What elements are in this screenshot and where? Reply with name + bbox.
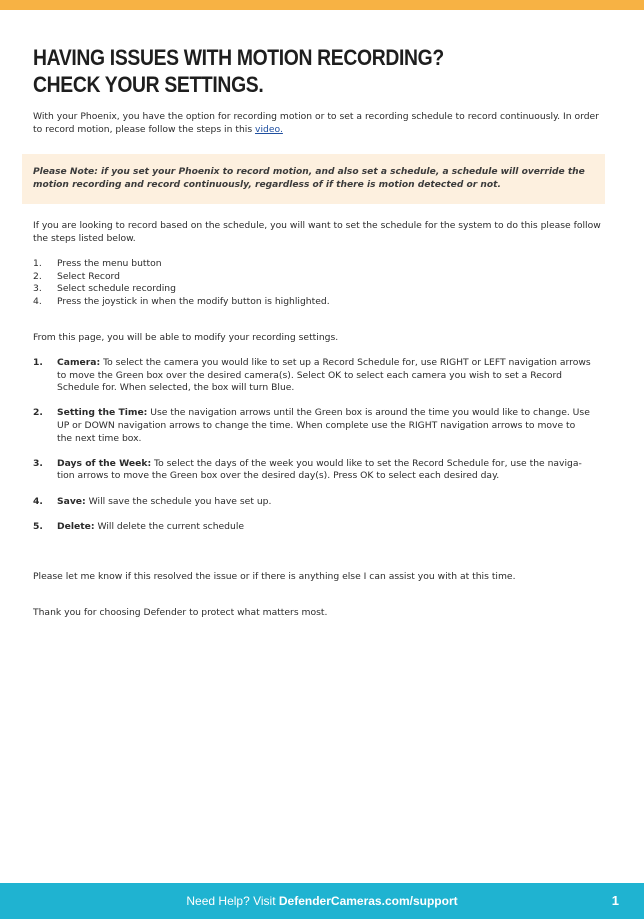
step-number: 4. [33, 295, 42, 307]
note-callout [22, 154, 605, 204]
steps-list [33, 258, 593, 308]
setting-number: 2. [33, 407, 43, 419]
top-accent-bar [0, 0, 644, 10]
intro-paragraph [33, 111, 611, 136]
list-item [33, 271, 593, 284]
schedule-intro-paragraph: If you are looking to record based on the schedule, you will want to set the schedule for the system to do this please follow the steps listed below. [33, 220, 601, 244]
list-item [33, 496, 593, 509]
settings-intro-paragraph: From this page, you will be able to modify your recording settings. [33, 332, 339, 343]
setting-text: To select the days of the week you would like to set the Record Schedule for, use the naviga-tion arrows to move the Green box over the desired day(s). Press OK to select each desired day. [57, 457, 582, 482]
step-text: Press the menu button [57, 258, 162, 269]
list-item [33, 296, 593, 309]
list-item [33, 458, 593, 483]
list-item [33, 407, 593, 445]
setting-number: 1. [33, 357, 43, 368]
setting-number: 3. [33, 457, 43, 469]
list-item [33, 357, 593, 395]
page-number: 1 [611, 893, 619, 908]
step-number: 2. [33, 270, 42, 282]
video-link[interactable]: video. [255, 123, 283, 135]
setting-text: To select the camera you would like to set up a Record Schedule for, use RIGHT or LEFT navigation arrows to move the Green box over the desired camera(s). Select OK to select each camera you wish to set a Record Schedule for. When selected, the box will turn Blue. [57, 357, 591, 394]
closing-paragraph: Please let me know if this resolved the issue or if there is anything else I can assist you with at this time. [33, 571, 516, 582]
list-item [33, 521, 593, 534]
setting-term: Save: [57, 495, 86, 507]
list-item [33, 283, 593, 296]
footer-help-text [0, 894, 644, 908]
setting-term: Days of the Week: [57, 457, 152, 469]
setting-term: Delete: [57, 520, 95, 532]
setting-term: Camera: [57, 357, 101, 368]
setting-number: 5. [33, 520, 43, 532]
page-title-line-2: CHECK YOUR SETTINGS. [33, 72, 264, 97]
thanks-paragraph: Thank you for choosing Defender to protect what matters most. [33, 607, 328, 618]
footer-bar [0, 883, 644, 919]
step-number: 3. [33, 283, 42, 295]
intro-text: With your Phoenix, you have the option for recording motion or to set a recording schedule to record continuously. In order to record motion, please follow the steps in this [33, 111, 599, 135]
step-number: 1. [33, 258, 42, 269]
setting-text: Will delete the current schedule [94, 520, 245, 532]
step-text: Select schedule recording [57, 283, 176, 295]
setting-term: Setting the Time: [57, 407, 148, 419]
footer-lead: Need Help? Visit [186, 894, 279, 908]
list-item [33, 258, 593, 271]
setting-number: 4. [33, 495, 43, 507]
page-title [33, 44, 515, 98]
settings-list [33, 357, 593, 546]
step-text: Press the joystick in when the modify button is highlighted. [57, 295, 330, 307]
step-text: Select Record [57, 270, 121, 282]
note-text: Please Note: if you set your Phoenix to record motion, and also set a schedule, a schedule will override the motion recording and record continuously, regardless of if there is motion detected or not. [33, 167, 585, 191]
page-title-line-1: HAVING ISSUES WITH MOTION RECORDING? [33, 45, 444, 70]
setting-text: Use the navigation arrows until the Green box is around the time you would like to change. Use UP or DOWN navigation arrows to change the time. When complete use the RIGHT navigation arrows to move to the next time box. [57, 407, 590, 444]
support-link[interactable]: DefenderCameras.com/support [278, 894, 458, 908]
setting-text: Will save the schedule you have set up. [85, 495, 272, 507]
